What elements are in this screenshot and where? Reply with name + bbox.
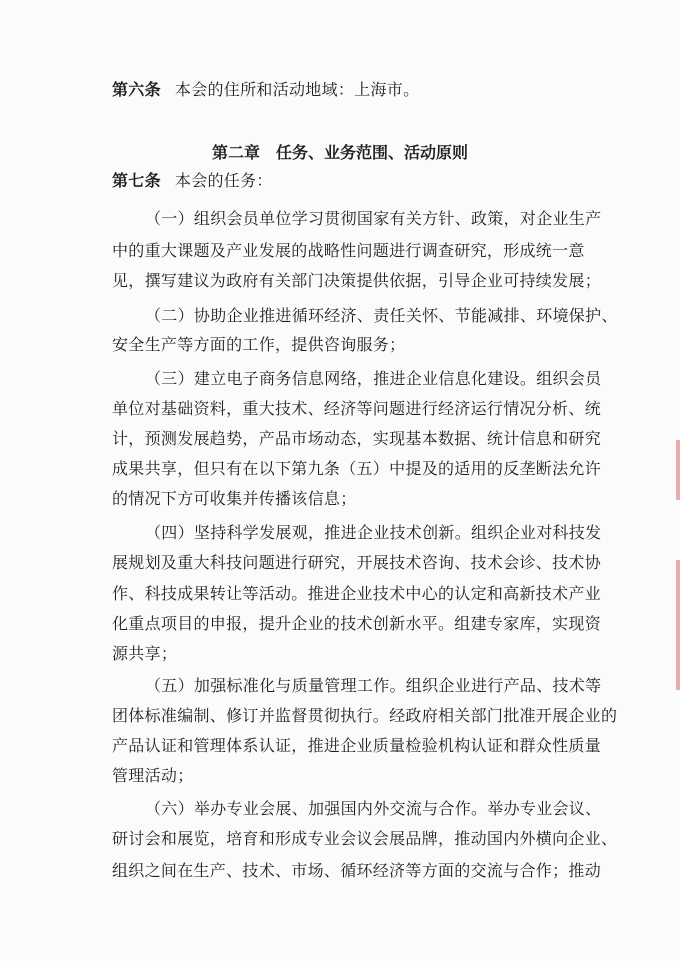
chapter-2-number: 第二章 [211,143,260,162]
seal-edge-mark [676,560,680,690]
text-line: 组织之间在生产、技术、市场、循环经济等方面的交流与合作；推动 [112,861,602,880]
text-line: 研讨会和展览，培育和形成专业会议会展品牌，推动国内外横向企业、 [112,829,618,848]
text-line: （一）组织会员单位学习贯彻国家有关方针、政策，对企业生产 [145,209,602,228]
seal-edge-mark [676,440,680,500]
chapter-2-heading [0,143,680,163]
article-7-label: 第七条 [112,171,161,190]
text-line: （二）协助企业推进循环经济、责任关怀、节能减排、环境保护、 [145,306,618,325]
text-line: 见，撰写建议为政府有关部门决策提供依据，引导企业可持续发展； [112,271,602,290]
text-line: 管理活动； [112,766,194,785]
text-line: 成果共享，但只有在以下第九条（五）中提及的适用的反垄断法允许 [112,459,602,478]
article-6 [112,80,592,100]
article-7 [112,171,592,191]
text-line: 单位对基础资料，重大技术、经济等问题进行经济运行情况分析、统 [112,399,602,418]
article-6-label: 第六条 [112,80,161,99]
article-7-text: 本会的任务： [174,171,273,190]
text-line: 安全生产等方面的工作，提供咨询服务； [112,335,406,354]
text-line: （四）坚持科学发展观，推进企业技术创新。组织企业对科技发 [145,523,602,542]
text-line: （五）加强标准化与质量管理工作。组织企业进行产品、技术等 [145,676,602,695]
text-line: 中的重大课题及产业发展的战略性问题进行调查研究，形成统一意 [112,241,585,260]
text-line: 展规划及重大科技问题进行研究，开展技术咨询、技术会诊、技术协 [112,553,602,572]
text-line: 源共享； [112,644,178,663]
chapter-2-title: 任务、业务范围、活动原则 [276,143,469,162]
text-line: 的情况下方可收集并传播该信息； [112,489,357,508]
text-line: 团体标准编制、修订并监督贯彻执行。经政府相关部门批准开展企业的 [112,706,618,725]
text-line: 产品认证和管理体系认证，推进企业质量检验机构认证和群众性质量 [112,736,602,755]
article-6-text: 本会的住所和活动地域：上海市。 [174,80,420,99]
text-line: 作、科技成果转让等活动。推进企业技术中心的认定和高新技术产业 [112,584,602,603]
text-line: 化重点项目的申报，提升企业的技术创新水平。组建专家库，实现资 [112,614,602,633]
text-line: 计，预测发展趋势，产品市场动态，实现基本数据、统计信息和研究 [112,429,602,448]
text-line: （六）举办专业会展、加强国内外交流与合作。举办专业会议、 [145,799,602,818]
text-line: （三）建立电子商务信息网络，推进企业信息化建设。组织会员 [145,369,602,388]
